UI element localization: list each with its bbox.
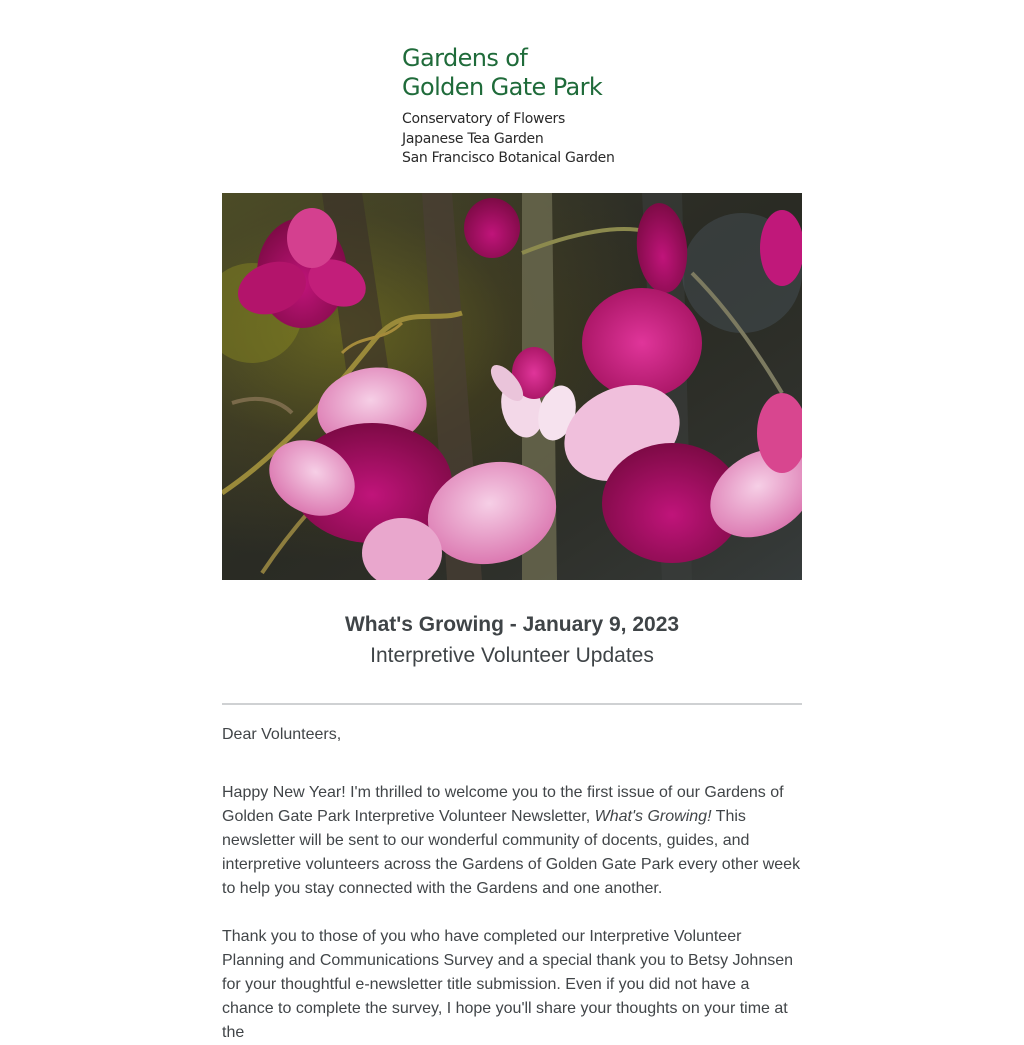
logo-title-line1: Gardens of xyxy=(402,44,528,72)
logo-title-line2: Golden Gate Park xyxy=(402,73,603,101)
intro-text-b: This newsletter will be sent to our wonderful community of docents, guides, and interpretive volunteers across the Gardens of Golden Gate Park every other week to help you stay connected with the Gardens and one another. xyxy=(222,808,801,897)
intro-paragraph xyxy=(222,781,804,901)
logo-subtitle xyxy=(402,110,662,169)
logo-title xyxy=(402,44,662,102)
newsletter-body xyxy=(222,723,804,1045)
intro-text-a: Happy New Year! I'm thrilled to welcome you to the first issue of our Gardens of Golden Gate Park Interpretive Volunteer Newsletter, xyxy=(222,784,784,825)
logo-sub-tea-garden: Japanese Tea Garden xyxy=(402,130,544,147)
section-divider xyxy=(222,703,802,705)
greeting: Dear Volunteers, xyxy=(222,726,342,743)
newsletter-title: What's Growing - January 9, 2023 xyxy=(344,613,680,636)
newsletter-subtitle: Interpretive Volunteer Updates xyxy=(370,644,654,667)
logo-sub-conservatory: Conservatory of Flowers xyxy=(402,111,565,127)
newsletter-heading xyxy=(222,611,802,673)
logo-sub-botanical-garden: San Francisco Botanical Garden xyxy=(402,150,615,166)
survey-paragraph: Thank you to those of you who have completed our Interpretive Volunteer Planning and Communications Survey and a special thank you to Betsy Johnsen for your thoughtful e-newsletter title submission. Even if you did not have a chance to complete the survey, I hope you'll share your thoughts on your time at the xyxy=(222,928,794,1041)
hero-image-magnolia xyxy=(222,193,802,580)
brand-logo[interactable] xyxy=(402,44,662,169)
newsletter-name-italic: What's Growing! xyxy=(594,808,712,825)
